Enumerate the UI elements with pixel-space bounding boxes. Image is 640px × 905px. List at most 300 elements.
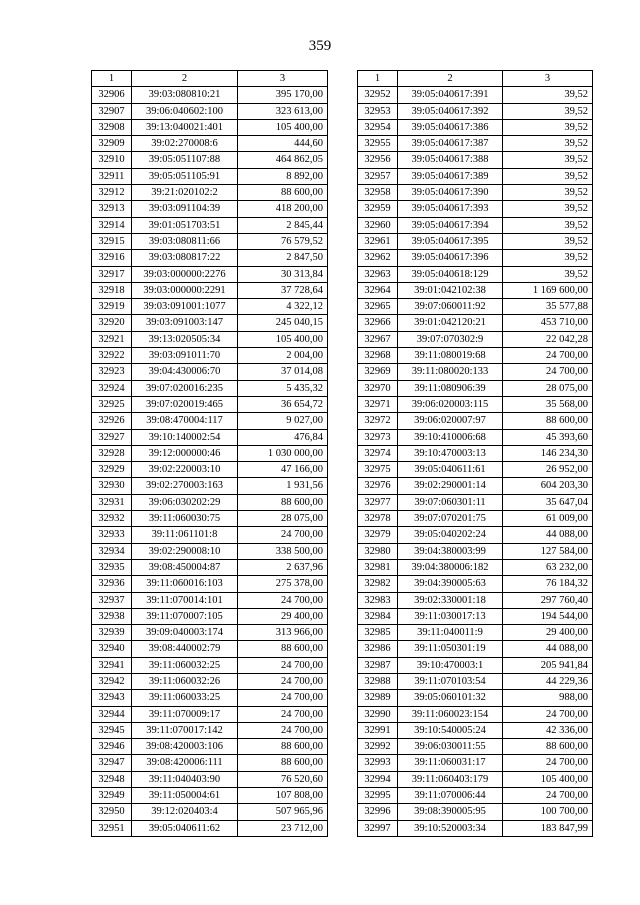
value-cell: 42 336,00 (503, 722, 593, 738)
cadastral-number-cell: 39:06:030011:55 (398, 739, 503, 755)
value-cell: 395 170,00 (238, 87, 328, 103)
row-number-cell: 32954 (358, 119, 398, 135)
row-number-cell: 32947 (92, 755, 132, 771)
table-row (358, 657, 593, 673)
row-number-cell: 32930 (92, 478, 132, 494)
value-cell: 418 200,00 (238, 201, 328, 217)
row-number-cell: 32973 (358, 429, 398, 445)
value-cell: 44 088,00 (503, 641, 593, 657)
cadastral-number-cell: 39:11:060030:75 (132, 511, 238, 527)
table-row (92, 380, 328, 396)
table-row (358, 348, 593, 364)
row-number-cell: 32926 (92, 413, 132, 429)
table-row (358, 641, 593, 657)
cadastral-number-cell: 39:11:080020:133 (398, 364, 503, 380)
value-cell: 26 952,00 (503, 462, 593, 478)
right-table (357, 70, 593, 837)
value-cell: 1 030 000,00 (238, 445, 328, 461)
table-row (92, 445, 328, 461)
row-number-cell: 32933 (92, 527, 132, 543)
cadastral-number-cell: 39:12:000000:46 (132, 445, 238, 461)
row-number-cell: 32922 (92, 348, 132, 364)
cadastral-number-cell: 39:07:060301:11 (398, 494, 503, 510)
row-number-cell: 32981 (358, 559, 398, 575)
row-number-cell: 32996 (358, 804, 398, 820)
table-row (358, 511, 593, 527)
table-row (92, 201, 328, 217)
table-row (358, 739, 593, 755)
cadastral-number-cell: 39:05:040617:390 (398, 185, 503, 201)
value-cell: 29 400,00 (238, 608, 328, 624)
cadastral-number-cell: 39:05:060101:32 (398, 690, 503, 706)
row-number-cell: 32932 (92, 511, 132, 527)
cadastral-number-cell: 39:01:051703:51 (132, 217, 238, 233)
table-row (92, 185, 328, 201)
cadastral-number-cell: 39:07:070201:75 (398, 511, 503, 527)
table-row (92, 657, 328, 673)
value-cell: 39,52 (503, 201, 593, 217)
row-number-cell: 32982 (358, 576, 398, 592)
row-number-cell: 32946 (92, 739, 132, 755)
value-cell: 5 435,32 (238, 380, 328, 396)
table-row (358, 299, 593, 315)
table-row (92, 771, 328, 787)
row-number-cell: 32923 (92, 364, 132, 380)
row-number-cell: 32958 (358, 185, 398, 201)
row-number-cell: 32994 (358, 771, 398, 787)
row-number-cell: 32963 (358, 266, 398, 282)
value-cell: 39,52 (503, 185, 593, 201)
row-number-cell: 32968 (358, 348, 398, 364)
left-table (91, 70, 328, 837)
cadastral-number-cell: 39:09:040003:174 (132, 625, 238, 641)
value-cell: 24 700,00 (238, 592, 328, 608)
row-number-cell: 32980 (358, 543, 398, 559)
cadastral-number-cell: 39:10:470003:13 (398, 445, 503, 461)
cadastral-number-cell: 39:11:070103:54 (398, 673, 503, 689)
value-cell: 24 700,00 (238, 657, 328, 673)
row-number-cell: 32936 (92, 576, 132, 592)
cadastral-number-cell: 39:11:060033:25 (132, 690, 238, 706)
value-cell: 2 845,44 (238, 217, 328, 233)
cadastral-number-cell: 39:03:091003:147 (132, 315, 238, 331)
table-row (92, 429, 328, 445)
row-number-cell: 32941 (92, 657, 132, 673)
row-number-cell: 32987 (358, 657, 398, 673)
row-number-cell: 32914 (92, 217, 132, 233)
value-cell: 24 700,00 (503, 348, 593, 364)
table-row (358, 462, 593, 478)
value-cell: 61 009,00 (503, 511, 593, 527)
value-cell: 507 965,96 (238, 804, 328, 820)
cadastral-number-cell: 39:03:000000:2276 (132, 266, 238, 282)
cadastral-number-cell: 39:07:020019:465 (132, 396, 238, 412)
table-row (92, 282, 328, 298)
value-cell: 444,60 (238, 136, 328, 152)
row-number-cell: 32912 (92, 185, 132, 201)
table-row (92, 543, 328, 559)
row-number-cell: 32909 (92, 136, 132, 152)
value-cell: 88 600,00 (238, 185, 328, 201)
table-row (92, 299, 328, 315)
row-number-cell: 32907 (92, 103, 132, 119)
table-row (92, 152, 328, 168)
table-row (358, 380, 593, 396)
table-row (92, 788, 328, 804)
table-row (358, 429, 593, 445)
table-row (358, 771, 593, 787)
row-number-cell: 32915 (92, 233, 132, 249)
row-number-cell: 32997 (358, 820, 398, 836)
row-number-cell: 32969 (358, 364, 398, 380)
row-number-cell: 32908 (92, 119, 132, 135)
row-number-cell: 32978 (358, 511, 398, 527)
row-number-cell: 32919 (92, 299, 132, 315)
cadastral-number-cell: 39:05:040617:389 (398, 168, 503, 184)
cadastral-number-cell: 39:10:410006:68 (398, 429, 503, 445)
row-number-cell: 32913 (92, 201, 132, 217)
cadastral-number-cell: 39:02:330001:18 (398, 592, 503, 608)
cadastral-number-cell: 39:06:040602:100 (132, 103, 238, 119)
cadastral-number-cell: 39:11:050301:19 (398, 641, 503, 657)
value-cell: 39,52 (503, 103, 593, 119)
table-row (358, 168, 593, 184)
cadastral-number-cell: 39:05:040617:386 (398, 119, 503, 135)
value-cell: 105 400,00 (238, 331, 328, 347)
table-row (358, 119, 593, 135)
value-cell: 24 700,00 (503, 788, 593, 804)
value-cell: 105 400,00 (238, 119, 328, 135)
table-row (358, 722, 593, 738)
table-row (358, 788, 593, 804)
value-cell: 35 568,00 (503, 396, 593, 412)
cadastral-number-cell: 39:05:040611:62 (132, 820, 238, 836)
row-number-cell: 32977 (358, 494, 398, 510)
cadastral-number-cell: 39:12:020403:4 (132, 804, 238, 820)
table-row (92, 641, 328, 657)
cadastral-number-cell: 39:07:070302:9 (398, 331, 503, 347)
row-number-cell: 32967 (358, 331, 398, 347)
cadastral-number-cell: 39:11:060016:103 (132, 576, 238, 592)
cadastral-number-cell: 39:02:270008:6 (132, 136, 238, 152)
header-row (92, 71, 328, 87)
cadastral-number-cell: 39:08:450004:87 (132, 559, 238, 575)
row-number-cell: 32931 (92, 494, 132, 510)
value-cell: 464 862,05 (238, 152, 328, 168)
value-cell: 36 654,72 (238, 396, 328, 412)
cadastral-number-cell: 39:04:430006:70 (132, 364, 238, 380)
column-header-3: 3 (503, 71, 593, 87)
row-number-cell: 32953 (358, 103, 398, 119)
cadastral-number-cell: 39:02:270003:163 (132, 478, 238, 494)
row-number-cell: 32952 (358, 87, 398, 103)
value-cell: 604 203,30 (503, 478, 593, 494)
value-cell: 183 847,99 (503, 820, 593, 836)
value-cell: 30 313,84 (238, 266, 328, 282)
row-number-cell: 32927 (92, 429, 132, 445)
value-cell: 127 584,00 (503, 543, 593, 559)
row-number-cell: 32950 (92, 804, 132, 820)
row-number-cell: 32960 (358, 217, 398, 233)
table-row (358, 804, 593, 820)
value-cell: 88 600,00 (503, 739, 593, 755)
value-cell: 39,52 (503, 136, 593, 152)
cadastral-number-cell: 39:08:440002:79 (132, 641, 238, 657)
value-cell: 205 941,84 (503, 657, 593, 673)
value-cell: 39,52 (503, 87, 593, 103)
value-cell: 2 847,50 (238, 250, 328, 266)
table-row (92, 673, 328, 689)
table-row (358, 315, 593, 331)
cadastral-number-cell: 39:11:070009:17 (132, 706, 238, 722)
row-number-cell: 32989 (358, 690, 398, 706)
table-row (92, 233, 328, 249)
value-cell: 76 520,60 (238, 771, 328, 787)
table-row (358, 673, 593, 689)
table-row (358, 282, 593, 298)
table-row (92, 315, 328, 331)
value-cell: 44 088,00 (503, 527, 593, 543)
cadastral-number-cell: 39:03:091011:70 (132, 348, 238, 364)
row-number-cell: 32906 (92, 87, 132, 103)
column-header-1: 1 (92, 71, 132, 87)
value-cell: 22 042,28 (503, 331, 593, 347)
value-cell: 39,52 (503, 119, 593, 135)
row-number-cell: 32937 (92, 592, 132, 608)
table-row (358, 233, 593, 249)
cadastral-number-cell: 39:11:060031:17 (398, 755, 503, 771)
cadastral-number-cell: 39:10:470003:1 (398, 657, 503, 673)
value-cell: 245 040,15 (238, 315, 328, 331)
table-row (358, 494, 593, 510)
cadastral-number-cell: 39:02:220003:10 (132, 462, 238, 478)
row-number-cell: 32924 (92, 380, 132, 396)
row-number-cell: 32970 (358, 380, 398, 396)
value-cell: 37 014,08 (238, 364, 328, 380)
value-cell: 8 892,00 (238, 168, 328, 184)
cadastral-number-cell: 39:03:080811:66 (132, 233, 238, 249)
row-number-cell: 32945 (92, 722, 132, 738)
value-cell: 9 027,00 (238, 413, 328, 429)
table-row (358, 625, 593, 641)
table-row (358, 527, 593, 543)
table-row (92, 592, 328, 608)
column-header-2: 2 (132, 71, 238, 87)
row-number-cell: 32975 (358, 462, 398, 478)
row-number-cell: 32984 (358, 608, 398, 624)
value-cell: 63 232,00 (503, 559, 593, 575)
table-row (358, 152, 593, 168)
column-header-2: 2 (398, 71, 503, 87)
table-row (358, 413, 593, 429)
table-row (358, 576, 593, 592)
cadastral-number-cell: 39:10:540005:24 (398, 722, 503, 738)
value-cell: 2 637,96 (238, 559, 328, 575)
cadastral-number-cell: 39:05:040617:395 (398, 233, 503, 249)
value-cell: 88 600,00 (238, 755, 328, 771)
cadastral-number-cell: 39:07:020016:235 (132, 380, 238, 396)
cadastral-number-cell: 39:01:042102:38 (398, 282, 503, 298)
cadastral-number-cell: 39:05:040617:391 (398, 87, 503, 103)
value-cell: 88 600,00 (238, 739, 328, 755)
cadastral-number-cell: 39:06:030202:29 (132, 494, 238, 510)
table-row (358, 250, 593, 266)
cadastral-number-cell: 39:02:290008:10 (132, 543, 238, 559)
row-number-cell: 32993 (358, 755, 398, 771)
value-cell: 88 600,00 (503, 413, 593, 429)
row-number-cell: 32986 (358, 641, 398, 657)
row-number-cell: 32995 (358, 788, 398, 804)
table-row (92, 364, 328, 380)
table-row (358, 478, 593, 494)
value-cell: 24 700,00 (503, 755, 593, 771)
value-cell: 24 700,00 (238, 673, 328, 689)
table-row (358, 820, 593, 836)
value-cell: 28 075,00 (503, 380, 593, 396)
table-row (92, 87, 328, 103)
value-cell: 297 760,40 (503, 592, 593, 608)
table-row (358, 364, 593, 380)
value-cell: 39,52 (503, 152, 593, 168)
value-cell: 39,52 (503, 250, 593, 266)
table-row (92, 396, 328, 412)
row-number-cell: 32925 (92, 396, 132, 412)
table-row (92, 462, 328, 478)
value-cell: 45 393,60 (503, 429, 593, 445)
value-cell: 35 577,88 (503, 299, 593, 315)
row-number-cell: 32966 (358, 315, 398, 331)
value-cell: 24 700,00 (503, 706, 593, 722)
row-number-cell: 32959 (358, 201, 398, 217)
value-cell: 88 600,00 (238, 494, 328, 510)
cadastral-number-cell: 39:08:470004:117 (132, 413, 238, 429)
row-number-cell: 32949 (92, 788, 132, 804)
value-cell: 76 184,32 (503, 576, 593, 592)
cadastral-number-cell: 39:11:060032:26 (132, 673, 238, 689)
row-number-cell: 32955 (358, 136, 398, 152)
table-row (92, 250, 328, 266)
cadastral-number-cell: 39:05:040611:61 (398, 462, 503, 478)
value-cell: 24 700,00 (238, 690, 328, 706)
cadastral-number-cell: 39:05:051107:88 (132, 152, 238, 168)
cadastral-number-cell: 39:10:520003:34 (398, 820, 503, 836)
cadastral-number-cell: 39:08:420003:106 (132, 739, 238, 755)
cadastral-number-cell: 39:02:290001:14 (398, 478, 503, 494)
row-number-cell: 32992 (358, 739, 398, 755)
value-cell: 1 169 600,00 (503, 282, 593, 298)
value-cell: 100 700,00 (503, 804, 593, 820)
table-row (358, 592, 593, 608)
cadastral-number-cell: 39:11:080019:68 (398, 348, 503, 364)
row-number-cell: 32916 (92, 250, 132, 266)
cadastral-number-cell: 39:11:080906:39 (398, 380, 503, 396)
value-cell: 76 579,52 (238, 233, 328, 249)
cadastral-number-cell: 39:03:000000:2291 (132, 282, 238, 298)
value-cell: 35 647,04 (503, 494, 593, 510)
row-number-cell: 32942 (92, 673, 132, 689)
cadastral-number-cell: 39:11:030017:13 (398, 608, 503, 624)
table-row (92, 266, 328, 282)
cadastral-number-cell: 39:11:070014:101 (132, 592, 238, 608)
row-number-cell: 32956 (358, 152, 398, 168)
cadastral-number-cell: 39:05:040617:392 (398, 103, 503, 119)
value-cell: 39,52 (503, 217, 593, 233)
row-number-cell: 32971 (358, 396, 398, 412)
table-row (358, 445, 593, 461)
cadastral-number-cell: 39:03:091001:1077 (132, 299, 238, 315)
row-number-cell: 32934 (92, 543, 132, 559)
value-cell: 39,52 (503, 168, 593, 184)
row-number-cell: 32918 (92, 282, 132, 298)
value-cell: 476,84 (238, 429, 328, 445)
table-row (92, 690, 328, 706)
value-cell: 323 613,00 (238, 103, 328, 119)
table-row (358, 201, 593, 217)
table-row (358, 185, 593, 201)
value-cell: 23 712,00 (238, 820, 328, 836)
row-number-cell: 32965 (358, 299, 398, 315)
row-number-cell: 32990 (358, 706, 398, 722)
row-number-cell: 32974 (358, 445, 398, 461)
row-number-cell: 32961 (358, 233, 398, 249)
table-row (358, 755, 593, 771)
row-number-cell: 32957 (358, 168, 398, 184)
row-number-cell: 32962 (358, 250, 398, 266)
cadastral-number-cell: 39:05:040202:24 (398, 527, 503, 543)
cadastral-number-cell: 39:10:140002:54 (132, 429, 238, 445)
value-cell: 2 004,00 (238, 348, 328, 364)
row-number-cell: 32991 (358, 722, 398, 738)
value-cell: 88 600,00 (238, 641, 328, 657)
row-number-cell: 32920 (92, 315, 132, 331)
value-cell: 275 378,00 (238, 576, 328, 592)
value-cell: 37 728,64 (238, 282, 328, 298)
value-cell: 107 808,00 (238, 788, 328, 804)
cadastral-number-cell: 39:06:020003:115 (398, 396, 503, 412)
cadastral-number-cell: 39:04:380006:182 (398, 559, 503, 575)
table-row (92, 136, 328, 152)
value-cell: 4 322,12 (238, 299, 328, 315)
cadastral-number-cell: 39:11:070017:142 (132, 722, 238, 738)
row-number-cell: 32943 (92, 690, 132, 706)
value-cell: 24 700,00 (238, 706, 328, 722)
cadastral-number-cell: 39:13:020505:34 (132, 331, 238, 347)
table-row (92, 576, 328, 592)
cadastral-number-cell: 39:03:091104:39 (132, 201, 238, 217)
cadastral-number-cell: 39:05:040618:129 (398, 266, 503, 282)
table-row (358, 706, 593, 722)
cadastral-number-cell: 39:03:080817:22 (132, 250, 238, 266)
cadastral-number-cell: 39:11:061101:8 (132, 527, 238, 543)
table-row (92, 527, 328, 543)
cadastral-number-cell: 39:05:051105:91 (132, 168, 238, 184)
row-number-cell: 32929 (92, 462, 132, 478)
value-cell: 24 700,00 (503, 364, 593, 380)
page-number: 359 (308, 38, 332, 54)
cadastral-number-cell: 39:01:042120:21 (398, 315, 503, 331)
cadastral-number-cell: 39:11:040011:9 (398, 625, 503, 641)
row-number-cell: 32951 (92, 820, 132, 836)
row-number-cell: 32988 (358, 673, 398, 689)
cadastral-number-cell: 39:05:040617:393 (398, 201, 503, 217)
value-cell: 29 400,00 (503, 625, 593, 641)
value-cell: 194 544,00 (503, 608, 593, 624)
cadastral-number-cell: 39:08:390005:95 (398, 804, 503, 820)
table-row (92, 511, 328, 527)
table-row (358, 690, 593, 706)
row-number-cell: 32979 (358, 527, 398, 543)
value-cell: 105 400,00 (503, 771, 593, 787)
